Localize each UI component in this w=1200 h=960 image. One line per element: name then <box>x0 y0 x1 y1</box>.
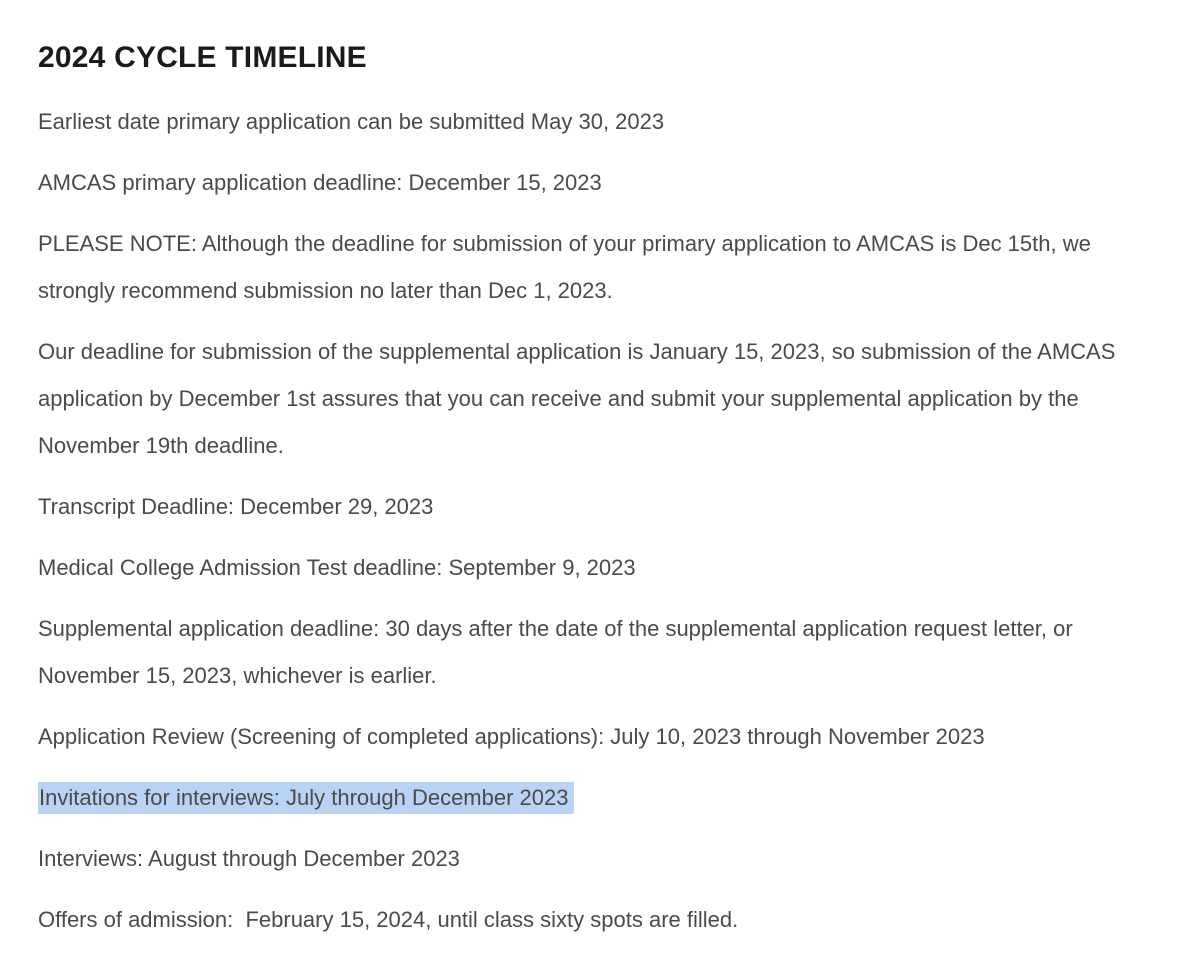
offers-of-admission-line: Offers of admission: February 15, 2024, until class sixty spots are filled. <box>38 907 739 932</box>
earliest-submission-date-line: Earliest date primary application can be submitted May 30, 2023 <box>38 109 665 134</box>
supplemental-application-deadline-paragraph: Supplemental application deadline: 30 days after the date of the supplemental application request letter, or November 15, 2023, whichever is earlier. <box>38 616 1079 688</box>
interviews-period-line: Interviews: August through December 2023 <box>38 846 460 871</box>
amcas-primary-deadline-line: AMCAS primary application deadline: December 15, 2023 <box>38 170 602 195</box>
selected-text-interview-invitations: Invitations for interviews: July through December 2023 <box>38 782 574 814</box>
please-note-paragraph: PLEASE NOTE: Although the deadline for submission of your primary application to AMCAS is Dec 15th, we strongly recommend submission no later than Dec 1, 2023. <box>38 231 1097 303</box>
transcript-deadline-line: Transcript Deadline: December 29, 2023 <box>38 494 434 519</box>
interview-invitations-line <box>38 774 1163 821</box>
supplemental-deadline-note-paragraph: Our deadline for submission of the supplemental application is January 15, 2023, so submission of the AMCAS application by December 1st assures that you can receive and submit your supplemental application by the November 19th deadline. <box>38 339 1122 458</box>
application-review-period-line <box>38 713 1163 760</box>
application-review-text: Application Review (Screening of completed applications): July 10, 2023 through November 2023 <box>38 724 985 749</box>
page-title: 2024 CYCLE TIMELINE <box>38 41 367 74</box>
mcat-deadline-line: Medical College Admission Test deadline: September 9, 2023 <box>38 555 636 580</box>
